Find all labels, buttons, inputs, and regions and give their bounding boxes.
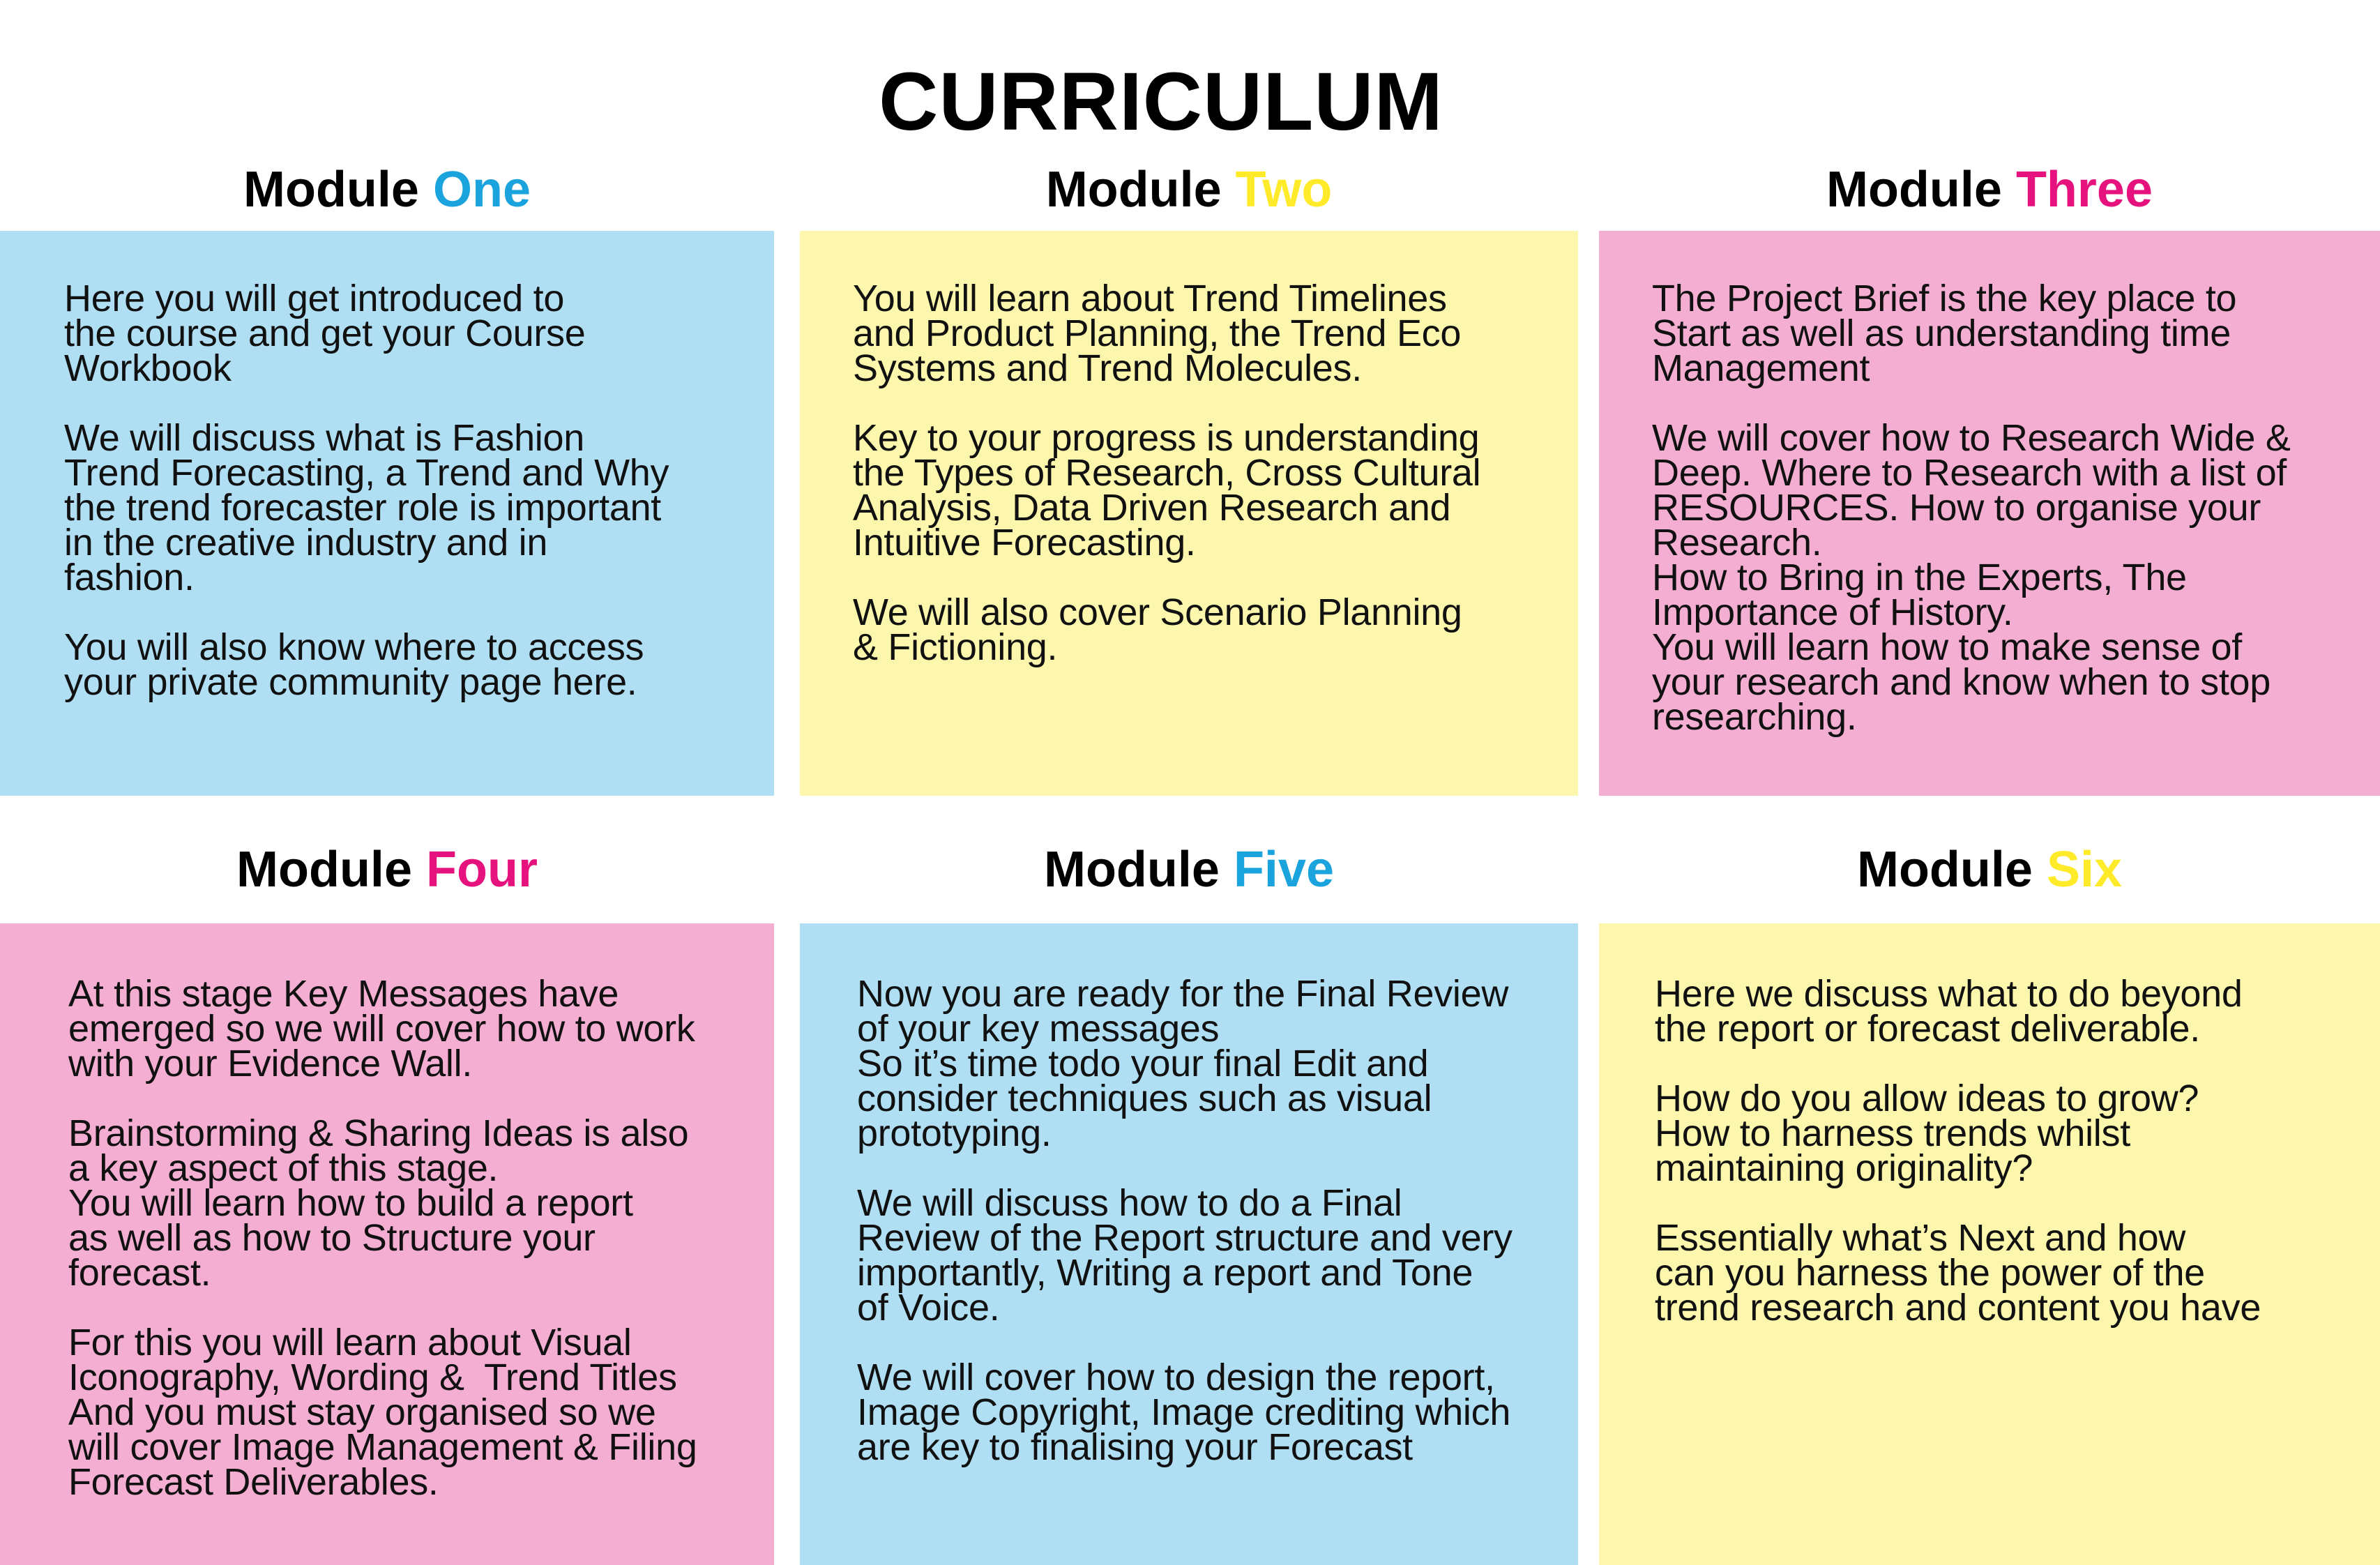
text-line: Start as well as understanding time <box>1652 312 2231 354</box>
paragraph <box>64 626 669 703</box>
text-line: Brainstorming & Sharing Ideas is also <box>68 1112 689 1154</box>
module-label: Module <box>1043 842 1220 898</box>
text-line: emerged so we will cover how to work <box>68 1008 695 1050</box>
paragraph <box>1655 1078 2261 1189</box>
module-five-heading <box>800 842 1578 898</box>
text-line: And you must stay organised so we <box>68 1391 656 1433</box>
text-line: your private community page here. <box>64 661 637 703</box>
paragraph <box>853 591 1480 668</box>
module-number: Two <box>1235 162 1333 218</box>
text-line: in the creative industry and in <box>64 522 548 564</box>
page-title: CURRICULUM <box>879 56 1443 149</box>
text-line: Intuitive Forecasting. <box>853 522 1196 564</box>
module-one-card <box>0 231 774 796</box>
text-line: We will discuss what is Fashion <box>64 417 584 459</box>
module-number: One <box>432 162 531 218</box>
module-three-card <box>1599 231 2380 796</box>
text-line: prototyping. <box>857 1112 1052 1154</box>
paragraph <box>857 973 1513 1154</box>
paragraph <box>68 1112 697 1294</box>
text-line: the course and get your Course <box>64 312 586 354</box>
module-one-heading <box>0 162 774 218</box>
module-six-description <box>1655 973 2261 1329</box>
text-line: We will cover how to design the report, <box>857 1356 1495 1398</box>
text-line: You will learn how to make sense of <box>1652 626 2242 668</box>
text-line: trend research and content you have <box>1655 1287 2261 1329</box>
paragraph <box>1652 417 2291 738</box>
text-line: maintaining originality? <box>1655 1147 2033 1189</box>
module-number: Four <box>426 842 538 898</box>
text-line: of Voice. <box>857 1287 1000 1329</box>
text-line: the report or forecast deliverable. <box>1655 1008 2200 1050</box>
text-line: of your key messages <box>857 1008 1220 1050</box>
module-six-heading <box>1599 842 2380 898</box>
module-one-description <box>64 278 669 703</box>
text-line: You will also know where to access <box>64 626 644 668</box>
text-line: forecast. <box>68 1252 211 1294</box>
text-line: How do you allow ideas to grow? <box>1655 1078 2199 1119</box>
module-four-card <box>0 923 774 1565</box>
module-four-heading <box>0 842 774 898</box>
paragraph <box>64 278 669 389</box>
module-two-description <box>853 278 1481 668</box>
paragraph <box>857 1356 1513 1468</box>
module-number: Three <box>2015 162 2153 218</box>
text-line: Deep. Where to Research with a list of <box>1652 452 2287 494</box>
paragraph <box>1652 278 2291 389</box>
paragraph <box>68 1322 697 1503</box>
paragraph <box>1655 1217 2261 1329</box>
text-line: How to Bring in the Experts, The <box>1652 557 2187 598</box>
text-line: Review of the Report structure and very <box>857 1217 1513 1259</box>
text-line: We will cover how to Research Wide & <box>1652 417 2291 459</box>
text-line: can you harness the power of the <box>1655 1252 2205 1294</box>
text-line: a key aspect of this stage. <box>68 1147 499 1189</box>
text-line: Iconography, Wording & Trend Titles <box>68 1356 677 1398</box>
paragraph <box>64 417 669 598</box>
module-three-description <box>1652 278 2291 738</box>
text-line: You will learn how to build a report <box>68 1182 633 1224</box>
text-line: So it’s time todo your final Edit and <box>857 1043 1429 1084</box>
text-line: fashion. <box>64 557 195 598</box>
module-two-heading <box>800 162 1578 218</box>
text-line: will cover Image Management & Filing <box>68 1426 697 1468</box>
paragraph <box>1655 973 2261 1050</box>
text-line: For this you will learn about Visual <box>68 1322 632 1363</box>
text-line: Here we discuss what to do beyond <box>1655 973 2243 1015</box>
text-line: Forecast Deliverables. <box>68 1461 439 1503</box>
text-line: The Project Brief is the key place to <box>1652 278 2237 319</box>
text-line: Trend Forecasting, a Trend and Why <box>64 452 669 494</box>
module-label: Module <box>236 842 412 898</box>
text-line: as well as how to Structure your <box>68 1217 596 1259</box>
text-line: the Types of Research, Cross Cultural <box>853 452 1481 494</box>
text-line: Key to your progress is understanding <box>853 417 1480 459</box>
text-line: Analysis, Data Driven Research and <box>853 487 1451 529</box>
text-line: and Product Planning, the Trend Eco <box>853 312 1462 354</box>
paragraph <box>853 417 1481 564</box>
module-label: Module <box>243 162 419 218</box>
text-line: Essentially what’s Next and how <box>1655 1217 2186 1259</box>
text-line: Now you are ready for the Final Review <box>857 973 1509 1015</box>
module-number: Five <box>1233 842 1335 898</box>
paragraph <box>853 278 1480 389</box>
text-line: your research and know when to stop <box>1652 661 2271 703</box>
paragraph <box>857 1182 1513 1329</box>
text-line: with your Evidence Wall. <box>68 1043 473 1084</box>
module-label: Module <box>1045 162 1222 218</box>
text-line: We will discuss how to do a Final <box>857 1182 1402 1224</box>
text-line: Research. <box>1652 522 1822 564</box>
module-six-card <box>1599 923 2380 1565</box>
text-line: consider techniques such as visual <box>857 1078 1432 1119</box>
text-line: At this stage Key Messages have <box>68 973 619 1015</box>
module-five-description <box>857 973 1513 1468</box>
module-five-card <box>800 923 1578 1565</box>
text-line: Systems and Trend Molecules. <box>853 347 1362 389</box>
text-line: Workbook <box>64 347 232 389</box>
text-line: How to harness trends whilst <box>1655 1112 2130 1154</box>
text-line: & Fictioning. <box>853 626 1058 668</box>
text-line: are key to finalising your Forecast <box>857 1426 1413 1468</box>
module-three-heading <box>1599 162 2380 218</box>
module-four-description <box>68 973 697 1503</box>
text-line: Importance of History. <box>1652 591 2013 633</box>
text-line: Management <box>1652 347 1870 389</box>
module-number: Six <box>2046 842 2123 898</box>
text-line: importantly, Writing a report and Tone <box>857 1252 1473 1294</box>
module-two-card <box>800 231 1578 796</box>
text-line: researching. <box>1652 696 1857 738</box>
paragraph <box>68 973 697 1084</box>
text-line: Here you will get introduced to <box>64 278 565 319</box>
text-line: We will also cover Scenario Planning <box>853 591 1462 633</box>
text-line: Image Copyright, Image crediting which <box>857 1391 1511 1433</box>
text-line: You will learn about Trend Timelines <box>853 278 1447 319</box>
text-line: the trend forecaster role is important <box>64 487 662 529</box>
module-label: Module <box>1826 162 2002 218</box>
text-line: RESOURCES. How to organise your <box>1652 487 2261 529</box>
module-label: Module <box>1856 842 2033 898</box>
